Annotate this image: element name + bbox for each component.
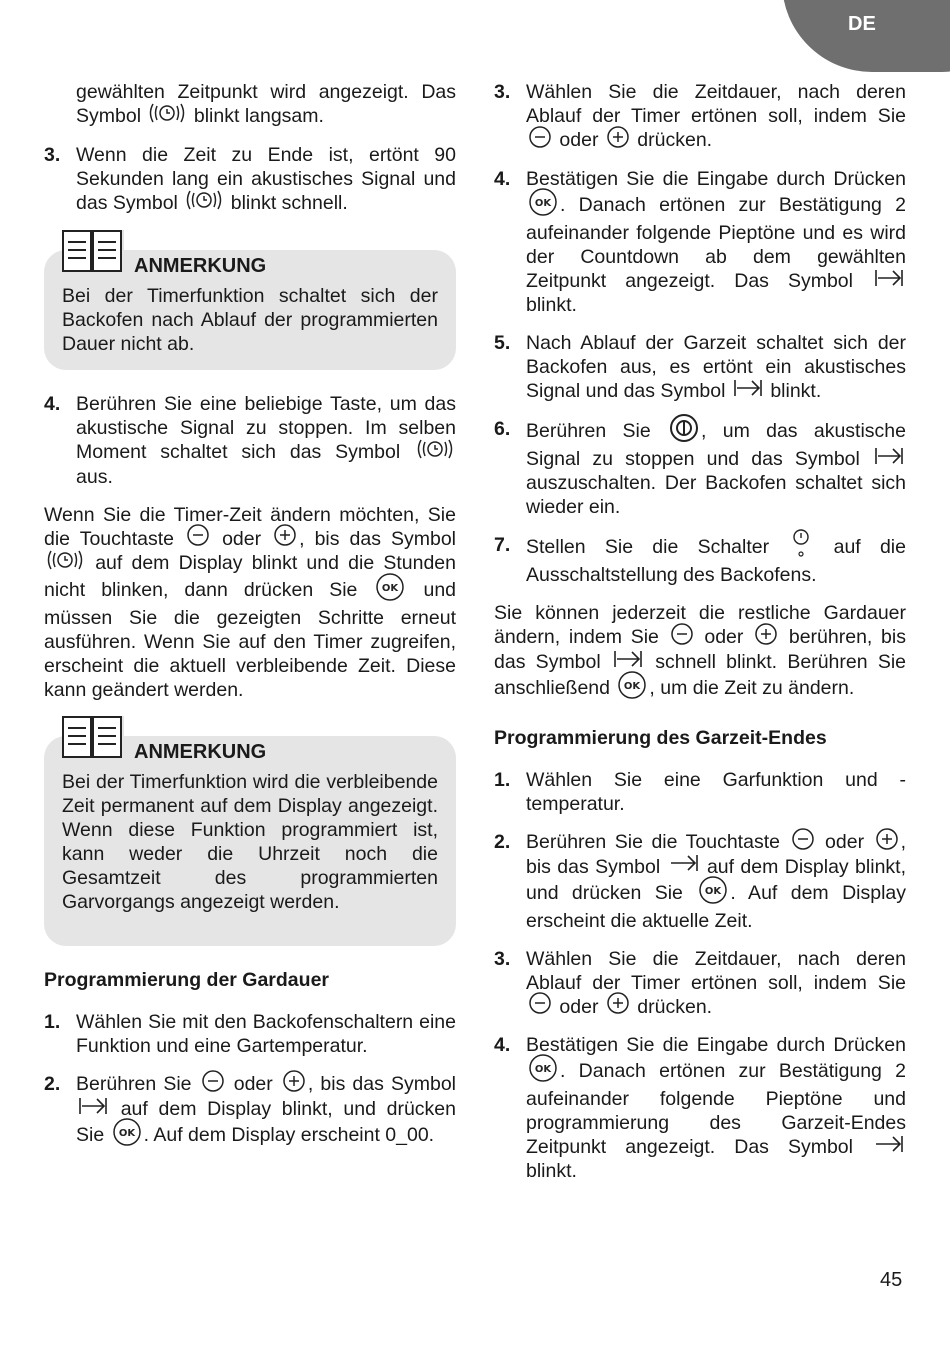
svg-text:OK: OK [534,197,552,209]
text: aus. [76,465,113,488]
step-number: 2. [494,830,511,853]
note-title: ANMERKUNG [134,741,267,764]
timer-bell-icon [416,437,454,461]
timer-bell-icon [185,188,223,212]
step-number: 7. [494,533,511,556]
svg-text:OK: OK [118,1128,135,1140]
svg-text:OK: OK [382,583,399,595]
minus-circle-icon [186,523,210,547]
left-column: gewählten Zeitpunkt wird angezeigt. Das Symbol blinkt langsam. 3. Wenn die Zeit zu Ende ist, ertönt 90 Sekunden lang ein akustisches Signal und das Symbol blinkt schnell. ANMERKUNG Bei der Timerfunktion schaltet sich der Backofen nach Ablauf der programmierten Dauer nicht ab. 4. Berühren Sie eine beliebige Taste, um das akustische Signal zu stoppen. Im selben Moment schaltet sich das Symbol aus. Wenn Sie die Timer-Zeit ändern möchten, Sie die Touchtaste oder , bis das Symbol auf dem Display blinkt und die Stunden nicht blinken, dann drücken Sie OK und müssen Sie die gezeigten Schritte erneut ausführen. Wenn Sie auf den Timer zugreifen, erscheint die aktuell verbleibende Zeit. Diese kann geändert werden. ANMERKUNG Bei der Timerfunktion wird die verbleibende Zeit permanent auf dem Display angezeigt. Wenn diese Funktion programmiert ist, kann weder die Uhrzeit noch die Gesamtzeit des programmierten Garvorgangs angezeigt werden. Programmierung der Gardauer 1. Wählen Sie mit den Backofenschaltern eine Funktion und eine Gartemperatur. 2. Berühren Sie oder , bis das Symbol auf dem Display blinkt, und drücken Sie OK . Auf dem Display erscheint 0_00. [44,80,456,1165]
timer-change-paragraph: Wenn Sie die Timer-Zeit ändern möchten, Sie die Touchtaste oder , bis das Symbol auf dem Display blinkt und die Stunden nicht blinken, dann drücken Sie OK und müssen Sie die gezeigten Schritte erneut ausführen. Wenn Sie auf den Timer zugreifen, erscheint die aktuell verbleibende Zeit. Diese kann geändert werden. [44,503,457,702]
ok-button-icon [375,572,405,602]
step-number: 3. [494,81,511,103]
svg-text:OK: OK [705,885,722,897]
change-duration-paragraph: Sie können jederzeit die restliche Gardauer ändern, indem Sie oder berühren, bis das Symbol schnell blinkt. Berühren Sie anschließend OK , um die Zeit zu ändern. [494,601,906,699]
plus-circle-icon [273,523,297,547]
section-heading: Programmierung des Garzeit-Endes [494,726,827,749]
book-note-icon [62,230,124,274]
ok-button-icon [112,1117,142,1147]
page-number: 45 [880,1269,903,1291]
language-label: DE [848,13,876,35]
plus-circle-icon [754,622,778,646]
plus-circle-icon [875,827,899,851]
step-number: 1. [494,768,511,791]
step-number: 3. [494,947,511,970]
end-time-arrow-icon [669,853,699,873]
step-number: 4. [494,1034,511,1057]
duration-arrow-icon [874,446,904,466]
minus-circle-icon [528,125,552,149]
svg-text:OK: OK [624,680,641,692]
step-number: 2. [44,1073,61,1096]
ok-button-icon [528,187,558,217]
section-heading: Programmierung der Gardauer [44,969,329,992]
ok-button-icon [528,1053,558,1083]
text: Wählen Sie mit den Backofenschaltern eine Funktion und eine Gartemperatur. [76,1011,456,1058]
minus-circle-icon [528,991,552,1015]
book-note-icon [62,716,124,760]
text: gewählten Zeitpunkt wird angezeigt. Das Symbol [76,81,456,127]
step-number: 3. [44,143,61,166]
timer-bell-icon [46,548,84,572]
right-column: 3. Wählen Sie die Zeitdauer, nach deren Ablauf der Timer ertönen soll, indem Sie oder drücken. 4. Bestätigen Sie die Eingabe durch Drücken OK . Danach ertönen zur Bestätigung 2 aufeinander folgende Pieptöne und es wird der Countdown ab dem gewählten Zeitpunkt angezeigt. Das Symbol blinkt. 5. Nach Ablauf der Garzeit schaltet sich der Backofen aus, es ertönt ein akustisches Signal und das Symbol blinkt. 6. Berühren Sie , um das akustische Signal zu stoppen und das Symbol auszuschalten. Der Backofen schaltet sich wieder ein. 7. Stellen Sie die Schalter auf die Ausschaltstellung des Backofens. Sie können jederzeit die restliche Gardauer ändern, indem Sie oder berühren, bis das Symbol schnell blinkt. Berühren Sie anschließend OK , um die Zeit zu ändern. Programmierung des Garzeit-Endes 1. Wählen Sie eine Garfunktion und -temperatur. 2. Berühren Sie die Touchtaste oder , bis das Symbol auf dem Display blinkt, und drücken Sie OK . Auf dem Display erscheint die aktuelle Zeit. 3. Wählen Sie die Zeitdauer, nach deren Ablauf der Timer ertönen soll, indem Sie oder drücken. 4. Bestätigen Sie die Eingabe durch Drücken OK . Danach ertönen zur Bestätigung 2 aufeinander folgende Pieptöne und programmierung des Garzeit-Endes Zeitpunkt angezeigt. Das Symbol blinkt. [494,81,907,1183]
plus-circle-icon [606,125,630,149]
step-number: 6. [494,417,511,440]
step-number: 5. [494,331,511,354]
end-time-arrow-icon [874,1134,904,1154]
minus-circle-icon [791,827,815,851]
svg-text:OK: OK [534,1064,552,1076]
text: blinkt schnell. [230,191,348,214]
language-tab [782,0,950,72]
ok-button-icon [617,670,647,700]
minus-circle-icon [670,622,694,646]
plus-circle-icon [606,991,630,1015]
duration-arrow-icon [733,378,763,398]
step-number: 1. [44,1011,61,1034]
text: Wählen Sie eine Garfunktion und -temperatur. [526,768,906,815]
duration-arrow-icon [78,1096,108,1116]
note-title: ANMERKUNG [134,254,267,277]
ok-button-icon [698,875,728,905]
minus-circle-icon [201,1069,225,1093]
timer-bell-icon [148,101,186,125]
step-number: 4. [494,167,511,190]
text: blinkt langsam. [193,105,324,127]
step-number: 4. [44,392,61,415]
plus-circle-icon [282,1069,306,1093]
stop-button-icon [669,413,699,443]
note-text: Bei der Timerfunktion wird die verbleibende Zeit permanent auf dem Display angezeigt. Wenn diese Funktion programmiert ist, kann weder die Uhrzeit noch die Gesamtzeit des programmierten Garvorgangs angezeigt werden. [62,771,438,914]
duration-arrow-icon [613,649,643,669]
text: Wenn die Zeit zu Ende ist, ertönt 90 Sekunden lang ein akustisches Signal und das Symbol [76,143,456,214]
knob-off-icon [790,529,812,559]
note-box [44,250,456,370]
duration-arrow-icon [874,268,904,288]
note-text: Bei der Timerfunktion schaltet sich der Backofen nach Ablauf der programmierten Dauer nicht ab. [62,284,438,355]
text: Berühren Sie eine beliebige Taste, um das akustische Signal zu stoppen. Im selben Moment schaltet sich das Symbol [76,392,456,463]
note-box [44,736,456,946]
